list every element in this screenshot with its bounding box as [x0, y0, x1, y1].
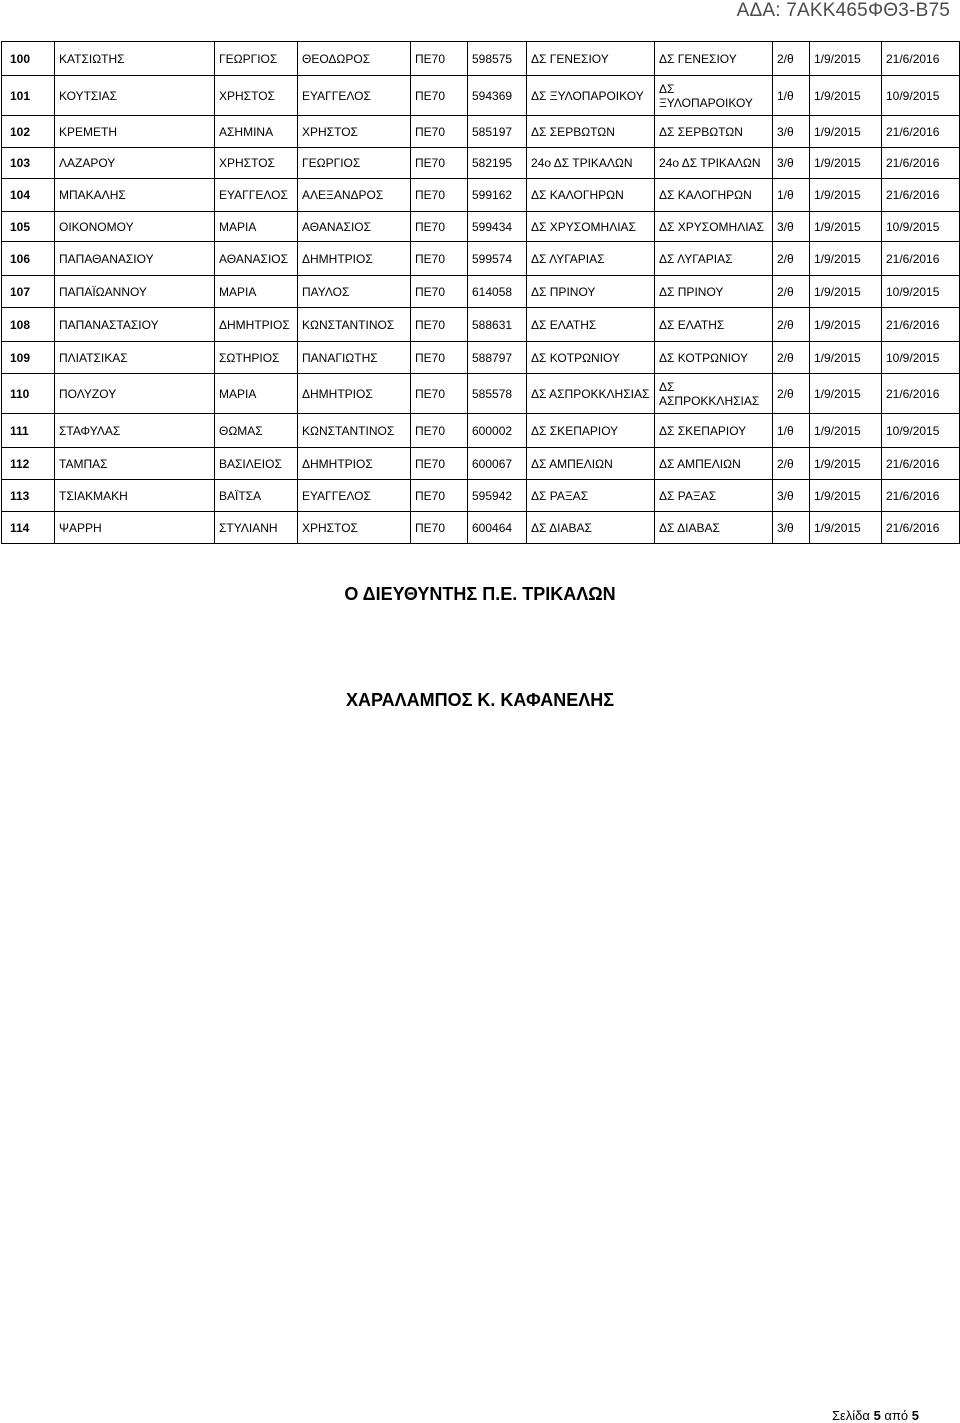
table-row: [2, 42, 960, 76]
grade-cell: 2/θ: [773, 308, 810, 342]
school-cell: ΔΣ ΑΜΠΕΛΙΩΝ: [527, 448, 655, 480]
school-cell: ΔΣ ΞΥΛΟΠΑΡΟΙΚΟΥ: [527, 76, 655, 116]
table-row: [2, 414, 960, 448]
am-cell: 582195: [468, 148, 527, 179]
row-number: 114: [2, 512, 55, 544]
school-placement-cell: ΔΣ ΚΟΤΡΩΝΙΟΥ: [655, 342, 773, 374]
row-number: 104: [2, 179, 55, 212]
school-placement-cell: ΔΣ ΣΚΕΠΑΡΙΟΥ: [655, 414, 773, 448]
grade-cell: 3/θ: [773, 512, 810, 544]
start-date-cell: 1/9/2015: [810, 179, 882, 212]
father-name-cell: ΔΗΜΗΤΡΙΟΣ: [298, 448, 411, 480]
start-date-cell: 1/9/2015: [810, 480, 882, 512]
start-date-cell: 1/9/2015: [810, 448, 882, 480]
end-date-cell: 21/6/2016: [882, 374, 960, 414]
am-cell: 600002: [468, 414, 527, 448]
surname-cell: ΠΛΙΑΤΣΙΚΑΣ: [55, 342, 215, 374]
branch-cell: ΠΕ70: [411, 242, 468, 276]
grade-cell: 1/θ: [773, 414, 810, 448]
surname-cell: ΣΤΑΦΥΛΑΣ: [55, 414, 215, 448]
row-number: 103: [2, 148, 55, 179]
school-cell: ΔΣ ΓΕΝΕΣΙΟΥ: [527, 42, 655, 76]
director-title: Ο ΔΙΕΥΘΥΝΤΗΣ Π.Ε. ΤΡΙΚΑΛΩΝ: [344, 584, 616, 604]
surname-cell: ΤΣΙΑΚΜΑΚΗ: [55, 480, 215, 512]
end-date-cell: 10/9/2015: [882, 414, 960, 448]
end-date-cell: 21/6/2016: [882, 116, 960, 148]
school-cell: 24ο ΔΣ ΤΡΙΚΑΛΩΝ: [527, 148, 655, 179]
grade-cell: 2/θ: [773, 242, 810, 276]
father-name-cell: ΚΩΝΣΤΑΝΤΙΝΟΣ: [298, 308, 411, 342]
am-cell: 598575: [468, 42, 527, 76]
row-number: 109: [2, 342, 55, 374]
start-date-cell: 1/9/2015: [810, 308, 882, 342]
end-date-cell: 21/6/2016: [882, 242, 960, 276]
school-cell: ΔΣ ΛΥΓΑΡΙΑΣ: [527, 242, 655, 276]
grade-cell: 2/θ: [773, 342, 810, 374]
am-cell: 599434: [468, 212, 527, 242]
row-number: 112: [2, 448, 55, 480]
page-word: Σελίδα: [831, 1408, 870, 1423]
surname-cell: ΠΟΛΥΖΟΥ: [55, 374, 215, 414]
table-row: [2, 374, 960, 414]
end-date-cell: 21/6/2016: [882, 448, 960, 480]
start-date-cell: 1/9/2015: [810, 42, 882, 76]
end-date-cell: 10/9/2015: [882, 76, 960, 116]
surname-cell: ΜΠΑΚΑΛΗΣ: [55, 179, 215, 212]
am-cell: 599574: [468, 242, 527, 276]
grade-cell: 3/θ: [773, 148, 810, 179]
start-date-cell: 1/9/2015: [810, 242, 882, 276]
school-cell: ΔΣ ΕΛΑΤΗΣ: [527, 308, 655, 342]
school-placement-cell: ΔΣ ΑΣΠΡΟΚΚΛΗΣΙΑΣ: [655, 374, 773, 414]
first-name-cell: ΧΡΗΣΤΟΣ: [215, 76, 298, 116]
end-date-cell: 21/6/2016: [882, 42, 960, 76]
page-number: [832, 1408, 919, 1423]
table-row: [2, 512, 960, 544]
first-name-cell: ΜΑΡΙΑ: [215, 212, 298, 242]
am-cell: 594369: [468, 76, 527, 116]
first-name-cell: ΒΑΣΙΛΕΙΟΣ: [215, 448, 298, 480]
school-placement-cell: ΔΣ ΛΥΓΑΡΙΑΣ: [655, 242, 773, 276]
branch-cell: ΠΕ70: [411, 148, 468, 179]
am-cell: 585578: [468, 374, 527, 414]
row-number: 105: [2, 212, 55, 242]
school-placement-cell: ΔΣ ΞΥΛΟΠΑΡΟΙΚΟΥ: [655, 76, 773, 116]
am-cell: 600067: [468, 448, 527, 480]
father-name-cell: ΘΕΟΔΩΡΟΣ: [298, 42, 411, 76]
grade-cell: 1/θ: [773, 76, 810, 116]
table-row: [2, 148, 960, 179]
first-name-cell: ΑΘΑΝΑΣΙΟΣ: [215, 242, 298, 276]
first-name-cell: ΑΣΗΜΙΝΑ: [215, 116, 298, 148]
first-name-cell: ΕΥΑΓΓΕΛΟΣ: [215, 179, 298, 212]
father-name-cell: ΕΥΑΓΓΕΛΟΣ: [298, 480, 411, 512]
director-name: ΧΑΡΑΛΑΜΠΟΣ Κ. ΚΑΦΑΝΕΛΗΣ: [345, 690, 615, 710]
branch-cell: ΠΕ70: [411, 480, 468, 512]
table-row: [2, 212, 960, 242]
am-cell: 599162: [468, 179, 527, 212]
branch-cell: ΠΕ70: [411, 342, 468, 374]
father-name-cell: ΓΕΩΡΓΙΟΣ: [298, 148, 411, 179]
first-name-cell: ΜΑΡΙΑ: [215, 276, 298, 308]
school-cell: ΔΣ ΔΙΑΒΑΣ: [527, 512, 655, 544]
grade-cell: 2/θ: [773, 276, 810, 308]
start-date-cell: 1/9/2015: [810, 276, 882, 308]
branch-cell: ΠΕ70: [411, 116, 468, 148]
grade-cell: 2/θ: [773, 448, 810, 480]
start-date-cell: 1/9/2015: [810, 342, 882, 374]
first-name-cell: ΒΑΪΤΣΑ: [215, 480, 298, 512]
branch-cell: ΠΕ70: [411, 308, 468, 342]
table-row: [2, 480, 960, 512]
grade-cell: 3/θ: [773, 116, 810, 148]
end-date-cell: 21/6/2016: [882, 512, 960, 544]
branch-cell: ΠΕ70: [411, 374, 468, 414]
school-cell: ΔΣ ΑΣΠΡΟΚΚΛΗΣΙΑΣ: [527, 374, 655, 414]
table-row: [2, 308, 960, 342]
row-number: 106: [2, 242, 55, 276]
surname-cell: ΛΑΖΑΡΟΥ: [55, 148, 215, 179]
start-date-cell: 1/9/2015: [810, 374, 882, 414]
start-date-cell: 1/9/2015: [810, 512, 882, 544]
grade-cell: 2/θ: [773, 42, 810, 76]
first-name-cell: ΜΑΡΙΑ: [215, 374, 298, 414]
first-name-cell: ΣΤΥΛΙΑΝΗ: [215, 512, 298, 544]
table-row: [2, 448, 960, 480]
surname-cell: ΚΟΥΤΣΙΑΣ: [55, 76, 215, 116]
table-row: [2, 179, 960, 212]
surname-cell: ΤΑΜΠΑΣ: [55, 448, 215, 480]
table-row: [2, 242, 960, 276]
school-placement-cell: ΔΣ ΓΕΝΕΣΙΟΥ: [655, 42, 773, 76]
am-cell: 585197: [468, 116, 527, 148]
branch-cell: ΠΕ70: [411, 179, 468, 212]
school-placement-cell: ΔΣ ΧΡΥΣΟΜΗΛΙΑΣ: [655, 212, 773, 242]
grade-cell: 2/θ: [773, 374, 810, 414]
branch-cell: ΠΕ70: [411, 212, 468, 242]
table-row: [2, 276, 960, 308]
first-name-cell: ΧΡΗΣΤΟΣ: [215, 148, 298, 179]
school-cell: ΔΣ ΡΑΞΑΣ: [527, 480, 655, 512]
school-placement-cell: ΔΣ ΠΡΙΝΟΥ: [655, 276, 773, 308]
page-current: 5: [873, 1408, 881, 1423]
father-name-cell: ΑΘΑΝΑΣΙΟΣ: [298, 212, 411, 242]
start-date-cell: 1/9/2015: [810, 76, 882, 116]
start-date-cell: 1/9/2015: [810, 148, 882, 179]
am-cell: 588631: [468, 308, 527, 342]
am-cell: 595942: [468, 480, 527, 512]
row-number: 102: [2, 116, 55, 148]
school-placement-cell: ΔΣ ΣΕΡΒΩΤΩΝ: [655, 116, 773, 148]
end-date-cell: 10/9/2015: [882, 342, 960, 374]
end-date-cell: 10/9/2015: [882, 212, 960, 242]
ada-code: ΑΔΑ: 7ΑΚΚ465ΦΘ3-Β75: [736, 0, 950, 21]
school-cell: ΔΣ ΧΡΥΣΟΜΗΛΙΑΣ: [527, 212, 655, 242]
school-cell: ΔΣ ΚΑΛΟΓΗΡΩΝ: [527, 179, 655, 212]
row-number: 110: [2, 374, 55, 414]
father-name-cell: ΧΡΗΣΤΟΣ: [298, 512, 411, 544]
table-row: [2, 76, 960, 116]
table-row: [2, 116, 960, 148]
surname-cell: ΨΑΡΡΗ: [55, 512, 215, 544]
start-date-cell: 1/9/2015: [810, 212, 882, 242]
first-name-cell: ΣΩΤΗΡΙΟΣ: [215, 342, 298, 374]
school-placement-cell: ΔΣ ΑΜΠΕΛΙΩΝ: [655, 448, 773, 480]
end-date-cell: 21/6/2016: [882, 148, 960, 179]
father-name-cell: ΚΩΝΣΤΑΝΤΙΝΟΣ: [298, 414, 411, 448]
grade-cell: 3/θ: [773, 212, 810, 242]
teachers-table: [1, 41, 960, 544]
father-name-cell: ΧΡΗΣΤΟΣ: [298, 116, 411, 148]
father-name-cell: ΔΗΜΗΤΡΙΟΣ: [298, 374, 411, 414]
school-cell: ΔΣ ΣΚΕΠΑΡΙΟΥ: [527, 414, 655, 448]
father-name-cell: ΔΗΜΗΤΡΙΟΣ: [298, 242, 411, 276]
first-name-cell: ΔΗΜΗΤΡΙΟΣ: [215, 308, 298, 342]
surname-cell: ΚΑΤΣΙΩΤΗΣ: [55, 42, 215, 76]
first-name-cell: ΘΩΜΑΣ: [215, 414, 298, 448]
father-name-cell: ΑΛΕΞΑΝΔΡΟΣ: [298, 179, 411, 212]
first-name-cell: ΓΕΩΡΓΙΟΣ: [215, 42, 298, 76]
school-cell: ΔΣ ΚΟΤΡΩΝΙΟΥ: [527, 342, 655, 374]
school-placement-cell: ΔΣ ΕΛΑΤΗΣ: [655, 308, 773, 342]
surname-cell: ΠΑΠΑΪΩΑΝΝΟΥ: [55, 276, 215, 308]
row-number: 113: [2, 480, 55, 512]
row-number: 111: [2, 414, 55, 448]
end-date-cell: 21/6/2016: [882, 308, 960, 342]
branch-cell: ΠΕ70: [411, 512, 468, 544]
grade-cell: 1/θ: [773, 179, 810, 212]
father-name-cell: ΕΥΑΓΓΕΛΟΣ: [298, 76, 411, 116]
branch-cell: ΠΕ70: [411, 448, 468, 480]
end-date-cell: 21/6/2016: [882, 480, 960, 512]
branch-cell: ΠΕ70: [411, 276, 468, 308]
am-cell: 588797: [468, 342, 527, 374]
surname-cell: ΠΑΠΑΝΑΣΤΑΣΙΟΥ: [55, 308, 215, 342]
start-date-cell: 1/9/2015: [810, 414, 882, 448]
branch-cell: ΠΕ70: [411, 42, 468, 76]
table-row: [2, 342, 960, 374]
school-placement-cell: ΔΣ ΚΑΛΟΓΗΡΩΝ: [655, 179, 773, 212]
am-cell: 600464: [468, 512, 527, 544]
surname-cell: ΠΑΠΑΘΑΝΑΣΙΟΥ: [55, 242, 215, 276]
end-date-cell: 21/6/2016: [882, 179, 960, 212]
school-cell: ΔΣ ΣΕΡΒΩΤΩΝ: [527, 116, 655, 148]
surname-cell: ΚΡΕΜΕΤΗ: [55, 116, 215, 148]
branch-cell: ΠΕ70: [411, 76, 468, 116]
school-placement-cell: 24ο ΔΣ ΤΡΙΚΑΛΩΝ: [655, 148, 773, 179]
am-cell: 614058: [468, 276, 527, 308]
branch-cell: ΠΕ70: [411, 414, 468, 448]
surname-cell: ΟΙΚΟΝΟΜΟΥ: [55, 212, 215, 242]
row-number: 108: [2, 308, 55, 342]
school-cell: ΔΣ ΠΡΙΝΟΥ: [527, 276, 655, 308]
father-name-cell: ΠΑΥΛΟΣ: [298, 276, 411, 308]
grade-cell: 3/θ: [773, 480, 810, 512]
row-number: 100: [2, 42, 55, 76]
page-of: από: [884, 1408, 909, 1423]
school-placement-cell: ΔΣ ΔΙΑΒΑΣ: [655, 512, 773, 544]
row-number: 101: [2, 76, 55, 116]
start-date-cell: 1/9/2015: [810, 116, 882, 148]
row-number: 107: [2, 276, 55, 308]
father-name-cell: ΠΑΝΑΓΙΩΤΗΣ: [298, 342, 411, 374]
end-date-cell: 10/9/2015: [882, 276, 960, 308]
page-total: 5: [911, 1408, 919, 1423]
school-placement-cell: ΔΣ ΡΑΞΑΣ: [655, 480, 773, 512]
